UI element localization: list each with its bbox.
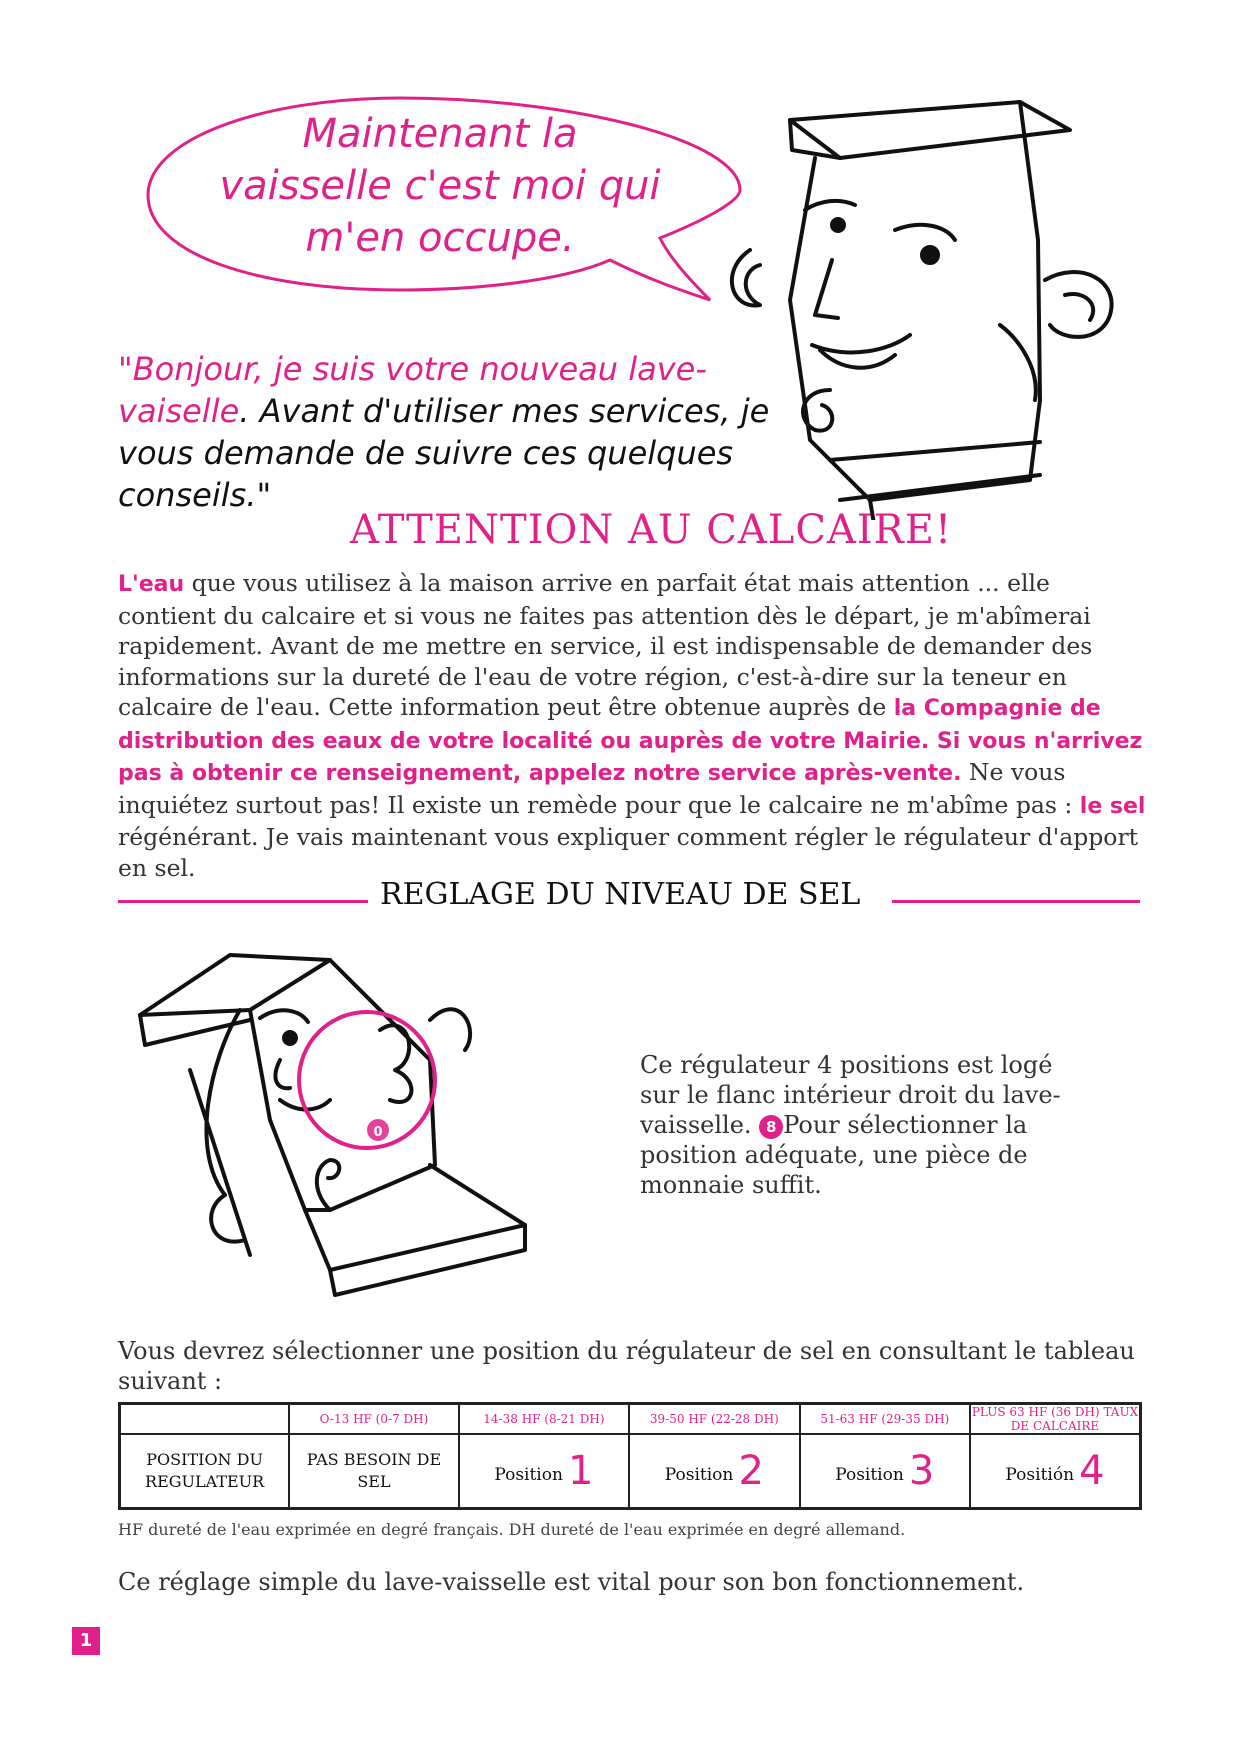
intro-part-1: "Bonjour, je suis votre nouveau lave- bbox=[118, 350, 707, 388]
body-text-1: que vous utilisez à la maison arrive en parfait état mais attention ... elle contient du calcaire et si vous ne faites pas attention dès le départ, je m'abîmerai rapidement. Avant de me mettre en service, il est indispensable de demander des informations sur la dureté de l'eau de votre région, c'est-à-dire sur la teneur en calcaire de l'eau. Cette information peut être obtenue auprès de bbox=[118, 569, 1093, 721]
table-footnote: HF dureté de l'eau exprimée en degré français. DH dureté de l'eau exprimée en degré allemand. bbox=[118, 1520, 906, 1539]
regulator-text-1: Ce régulateur 4 positions est logé sur le flanc intérieur droit du lave-vaisselle. bbox=[640, 1051, 1061, 1139]
position-label: Position bbox=[494, 1465, 563, 1485]
regulator-illustration bbox=[130, 950, 530, 1320]
table-header-cell bbox=[970, 1404, 1141, 1435]
table-header-cell: 39-50 HF (22-28 DH) bbox=[629, 1404, 799, 1435]
body-highlight-compagnie: la Compagnie de distribution des eaux de votre localité ou auprès de votre Mairie. Si vous n'arrivez pas à obtenir ce renseignement, appelez notre service après-vente. bbox=[118, 696, 1143, 786]
bubble-line-2: vaisselle c'est moi qui bbox=[219, 163, 661, 209]
position-number: 4 bbox=[1079, 1448, 1105, 1494]
row-label: POSITION DU REGULATEUR bbox=[120, 1434, 290, 1509]
position-label: Position bbox=[664, 1465, 734, 1485]
intro-part-3: . Avant d'utiliser mes services, je bbox=[239, 392, 770, 430]
table-header-cell-range: PLUS 63 HF (36 DH) bbox=[971, 1405, 1100, 1419]
position-label: Position bbox=[835, 1465, 904, 1485]
section-title: REGLAGE DU NIVEAU DE SEL bbox=[380, 877, 861, 912]
intro-part-2: vaiselle bbox=[118, 392, 240, 430]
body-paragraph bbox=[118, 568, 1148, 883]
bubble-line-3: m'en occupe. bbox=[305, 215, 575, 261]
body-text-2: Ne vous inquiétez surtout pas! Il existe un remède pour que le calcaire ne m'abîme pas : bbox=[118, 758, 1080, 819]
table-header-cell: 14-38 HF (8-21 DH) bbox=[459, 1404, 629, 1435]
section-rule-right bbox=[892, 900, 1140, 903]
section-rule-left bbox=[118, 900, 368, 903]
attention-heading: ATTENTION AU CALCAIRE! bbox=[350, 507, 953, 553]
position-cell bbox=[970, 1434, 1141, 1509]
position-cell bbox=[459, 1434, 629, 1509]
table-header-cell: 51-63 HF (29-35 DH) bbox=[800, 1404, 970, 1435]
body-highlight-eau: L'eau bbox=[118, 572, 185, 597]
bubble-line-1: Maintenant la bbox=[302, 111, 578, 157]
position-number: 3 bbox=[908, 1448, 935, 1494]
table-intro: Vous devrez sélectionner une position du régulateur de sel en consultant le tableau suivant : bbox=[118, 1337, 1135, 1395]
regulator-text-2: Pour sélectionner la position adéquate, une pièce de monnaie suffit. bbox=[640, 1111, 1028, 1199]
table-header-cell: O-13 HF (0-7 DH) bbox=[289, 1404, 458, 1435]
position-number: 1 bbox=[568, 1448, 594, 1494]
table-header-cell bbox=[120, 1404, 290, 1435]
speech-bubble-text bbox=[180, 108, 700, 264]
position-cell bbox=[800, 1434, 970, 1509]
intro-part-5: conseils." bbox=[118, 476, 272, 514]
salt-setting-table bbox=[118, 1402, 1142, 1510]
body-text-3: régénérant. Je vais maintenant vous expliquer comment régler le régulateur d'apport en sel. bbox=[118, 823, 1139, 882]
regulator-marker: 0 bbox=[373, 1125, 383, 1140]
page-number: 1 bbox=[72, 1627, 100, 1655]
position-number: 2 bbox=[738, 1448, 764, 1494]
closing-sentence: Ce réglage simple du lave-vaisselle est vital pour son bon fonctionnement. bbox=[118, 1568, 1025, 1596]
intro-part-4: vous demande de suivre ces quelques bbox=[118, 434, 734, 472]
table-row bbox=[120, 1434, 1141, 1509]
regulator-description bbox=[640, 1050, 1070, 1200]
position-cell bbox=[629, 1434, 799, 1509]
position-label: Positión bbox=[1005, 1465, 1075, 1485]
table-header-row bbox=[120, 1404, 1141, 1435]
no-salt-cell: PAS BESOIN DE SEL bbox=[289, 1434, 458, 1509]
body-highlight-sel: le sel bbox=[1079, 793, 1146, 819]
step-badge: 8 bbox=[759, 1115, 783, 1139]
intro-quote bbox=[118, 348, 818, 516]
table-header-cell-label: TAUX DE CALCAIRE bbox=[1010, 1405, 1139, 1433]
